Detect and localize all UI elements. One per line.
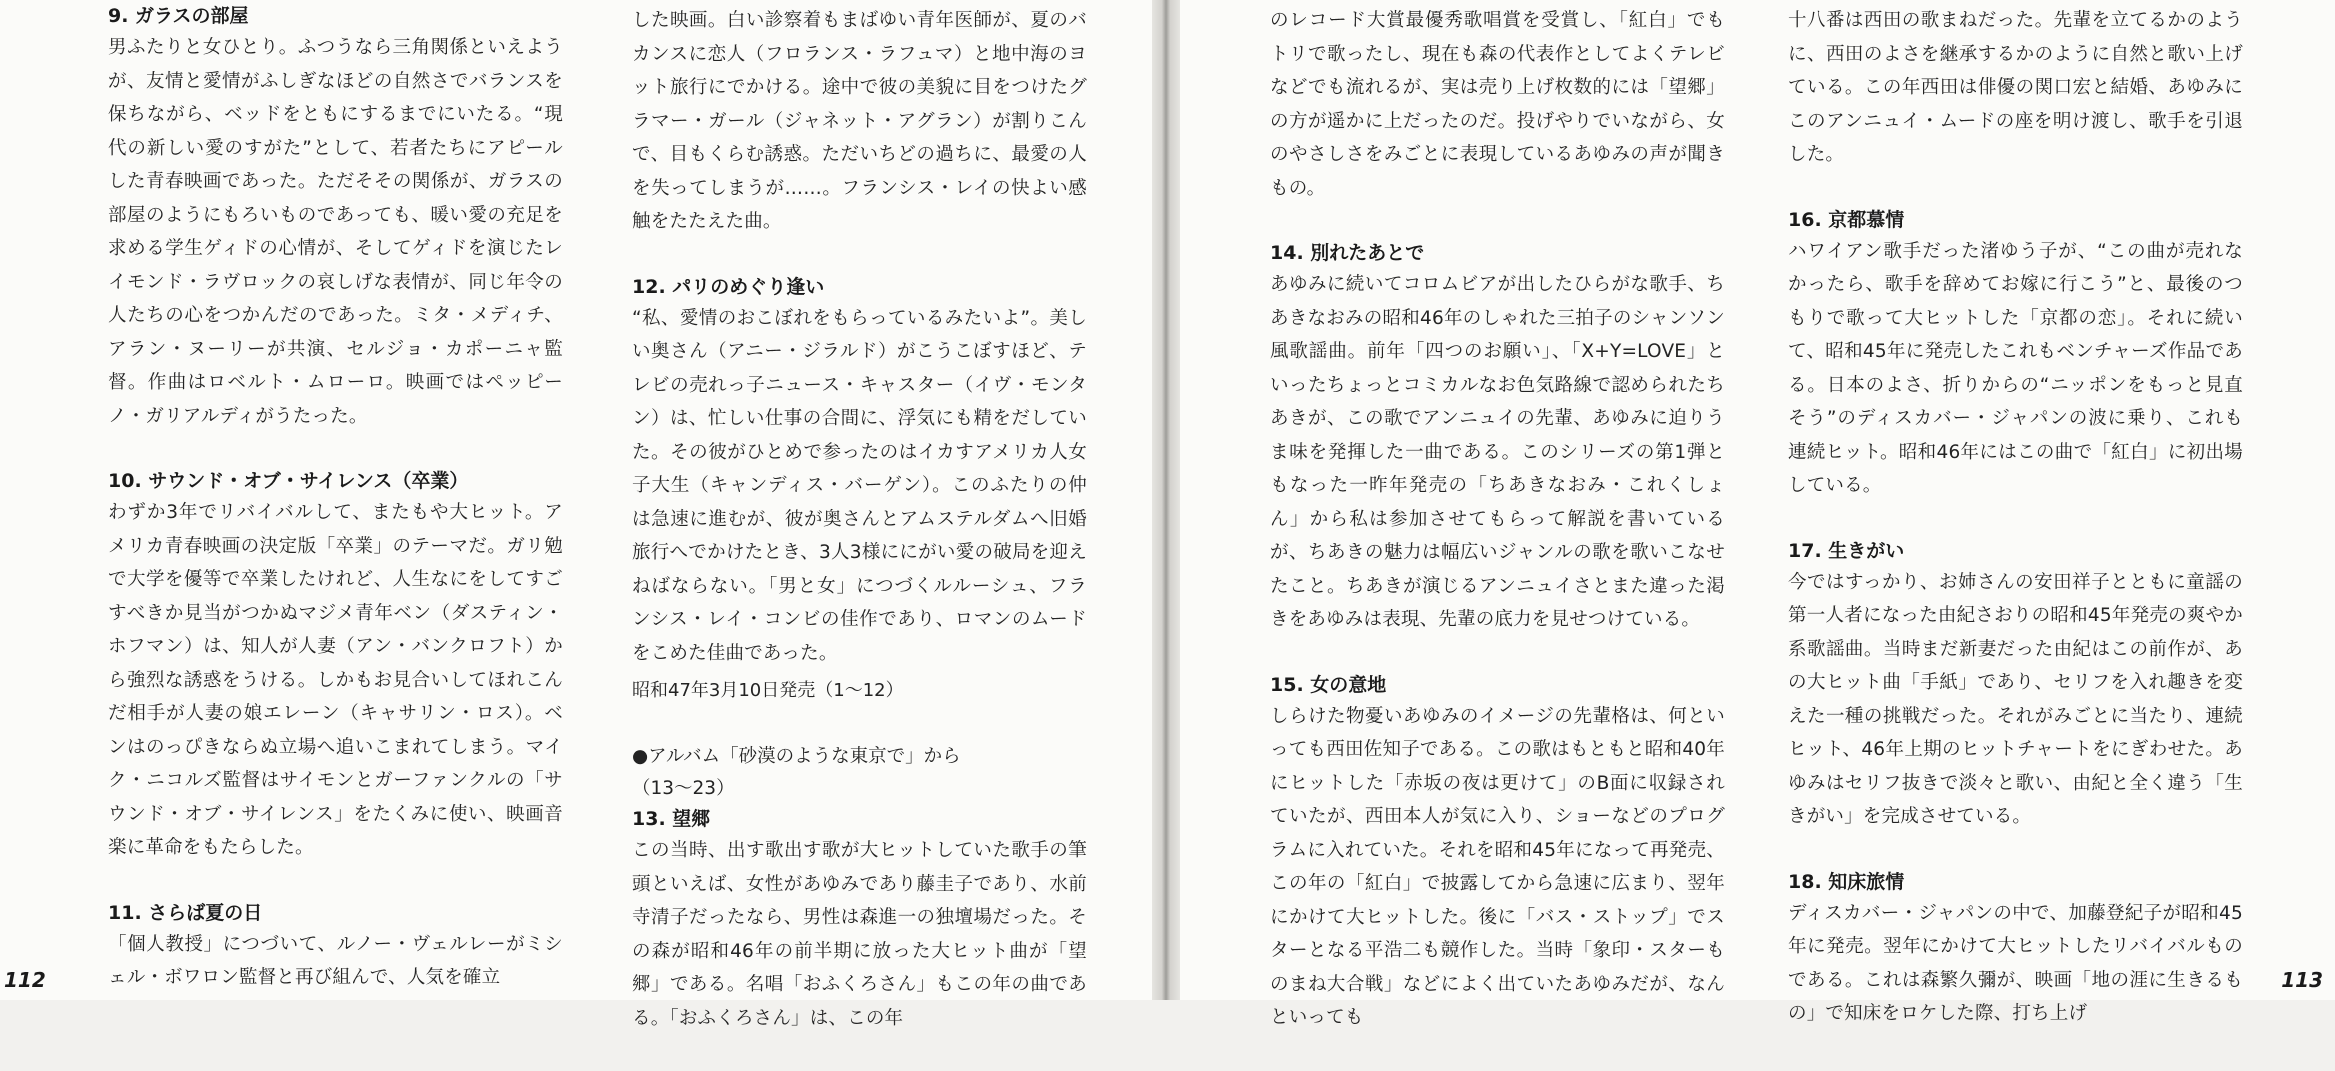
section-15-continued bbox=[1788, 4, 2243, 172]
section-title: 13. 望郷 bbox=[632, 808, 711, 830]
section-11-saraba-natsu-no-hi bbox=[108, 901, 563, 995]
section-10-sound-of-silence bbox=[108, 469, 563, 865]
section-body: 「個人教授」につづいて、ルノー・ヴェルレーがミシェル・ボワロン監督と再び組んで、人気を確立 bbox=[108, 933, 563, 988]
section-body: わずか3年でリバイバルして、またもや大ヒット。アメリカ青春映画の決定版「卒業」のテーマだ。ガリ勉で大学を優等で卒業したけれど、人生なにをしてすごすべきか見当がつかぬマジメ青年ベン（ダスティン・ホフマン）は、知人が人妻（アン・バンクロフト）から強烈な誘惑をうける。しかもお見合いしてほれこんだ相手が人妻の娘エレーン（キャサリン・ロス）。ベンはのっぴきならぬ立場へ追いこまれてしまう。マイク・ニコルズ監督はサイモンとガーファンクルの「サウンド・オブ・サイレンス」をたくみに使い、映画音楽に革命をもたらした。 bbox=[108, 502, 563, 858]
release-date-note: 昭和47年3月10日発売（1〜12） bbox=[632, 680, 904, 701]
section-body: 今ではすっかり、お姉さんの安田祥子とともに童謡の第一人者になった由紀さおりの昭和45年発売の爽やか系歌謡曲。当時まだ新妻だった由紀はこの前作が、あの大ヒット曲「手紙」であり、セリフを入れ趣きを変えた一種の挑戦だった。それがみごとに当たり、連続ヒット、46年上期のヒットチャートをにぎわせた。あゆみはセリフ抜きで淡々と歌い、由紀と全く違う「生きがい」を完成させている。 bbox=[1788, 571, 2243, 827]
section-body: ディスカバー・ジャパンの中で、加藤登紀子が昭和45年に発売。翌年にかけて大ヒットしたリバイバルものである。これは森繁久彌が、映画「地の涯に生きるもの」で知床をロケした際、打ち上げ bbox=[1788, 902, 2243, 1024]
right-page bbox=[1180, 0, 2335, 1028]
section-body: のレコード大賞最優秀歌唱賞を受賞し、「紅白」でもトリで歌ったし、現在も森の代表作としてよくテレビなどでも流れるが、実は売り上げ枚数的には「望郷」の方が遥かに上だったのだ。投げやりでいながら、女のやさしさをみごとに表現しているあゆみの声が聞きもの。 bbox=[1270, 10, 1725, 199]
section-13-continued bbox=[1270, 4, 1725, 205]
section-body: しらけた物憂いあゆみのイメージの先輩格は、何といっても西田佐知子である。この歌はもともと昭和40年にヒットした「赤坂の夜は更けて」のB面に収録されていたが、西田本人が気に入り、ショーなどのプログラムに入れていた。それを昭和45年になって再発売、この年の「紅白」で披露してから急速に広まり、翌年にかけて大ヒットした。後に「バス・ストップ」でスターとなる平浩二も競作した。当時「象印・スターものまね大合戦」などによく出ていたあゆみだが、なんといっても bbox=[1270, 705, 1725, 1028]
section-body: “私、愛情のおこぼれをもらっているみたいよ”。美しい奥さん（アニー・ジラルド）がこうこぼすほど、テレビの売れっ子ニュース・キャスター（イヴ・モンタン）は、忙しい仕事の合間に、浮気にも精をだしていた。その彼がひとめで参ったのはイカすアメリカ人女子大生（キャンディス・バーゲン）。このふたりの仲は急速に進むが、彼が奥さんとアムステルダムへ旧婚旅行へでかけたとき、3人3様ににがい愛の破局を迎えねばならない。「男と女」につづくルルーシュ、フランシス・レイ・コンビの佳作であり、ロマンのムードをこめた佳曲であった。 bbox=[632, 307, 1087, 664]
section-11-continued bbox=[632, 4, 1087, 239]
section-body: した映画。白い診察着もまばゆい青年医師が、夏のバカンスに恋人（フロランス・ラフュマ）と地中海のヨット旅行にでかける。途中で彼の美貌に目をつけたグラマー・ガール（ジャネット・アグラン）が割りこんで、目もくらむ誘惑。ただいちどの過ちに、最愛の人を失ってしまうが……。フランシス・レイの快よい感触をたたえた曲。 bbox=[632, 10, 1087, 232]
right-page-column-2 bbox=[1788, 4, 2243, 1067]
section-title: 15. 女の意地 bbox=[1270, 673, 1387, 696]
left-page bbox=[0, 0, 1152, 1029]
section-9-garasu-no-heya bbox=[108, 4, 563, 433]
album-heading: ●アルバム「砂漠のような東京で」から bbox=[632, 746, 961, 767]
section-body: この当時、出す歌出す歌が大ヒットしていた歌手の筆頭といえば、女性があゆみであり藤圭子であり、水前寺清子だったなら、男性は森進一の独壇場だった。その森が昭和46年の前半期に放った大ヒット曲が「望郷」である。名唱「おふくろさん」もこの年の曲である。「おふくろさん」は、この年 bbox=[632, 840, 1087, 1029]
section-title: 18. 知床旅情 bbox=[1788, 870, 1905, 893]
left-page-column-2 bbox=[632, 4, 1087, 1071]
right-page-column-1 bbox=[1270, 4, 1725, 1071]
section-17-ikigai bbox=[1788, 539, 2243, 834]
section-18-shiretoko-ryojou bbox=[1788, 870, 2243, 1031]
section-body: ハワイアン歌手だった渚ゆう子が、“この曲が売れなかったら、歌手を辞めてお嫁に行こう”と、最後のつもりで歌って大ヒットした「京都の恋」。それに続いて、昭和45年に発売したこれもベンチャーズ作品である。日本のよさ、折りからの“ニッポンをもっと見直そう”のディスカバー・ジャパンの波に乗り、これも連続ヒット。昭和46年にはこの曲で「紅白」に初出場している。 bbox=[1788, 240, 2243, 496]
section-title: 14. 別れたあとで bbox=[1270, 242, 1425, 264]
section-13-boukyou bbox=[632, 807, 1087, 1035]
album-track-range: （13〜23） bbox=[632, 778, 735, 799]
section-15-onna-no-iji bbox=[1270, 673, 1725, 1035]
section-title: 10. サウンド・オブ・サイレンス（卒業） bbox=[108, 470, 469, 492]
section-title: 9. ガラスの部屋 bbox=[108, 5, 249, 27]
section-body: 十八番は西田の歌まねだった。先輩を立てるかのように、西田のよさを継承するかのように自然と歌い上げている。この年西田は俳優の関口宏と結婚、あゆみにこのアンニュイ・ムードの座を明け渡し、歌手を引退した。 bbox=[1788, 10, 2243, 165]
section-title: 12. パリのめぐり逢い bbox=[632, 275, 825, 298]
section-title: 11. さらば夏の日 bbox=[108, 901, 263, 924]
page-number-right: 113 bbox=[2281, 968, 2323, 992]
section-title: 16. 京都慕情 bbox=[1788, 208, 1905, 231]
section-body: 男ふたりと女ひとり。ふつうなら三角関係といえようが、友情と愛情がふしぎなほどの自然さでバランスを保ちながら、ベッドをともにするまでにいたる。“現代の新しい愛のすがた”として、若者たちにアピールした青春映画であった。ただそその関係が、ガラスの部屋のようにもろいものであっても、暖い愛の充足を求める学生ゲィドの心情が、そしてゲィドを演じたレイモンド・ラヴロックの哀しげな表情が、同じ年令の人たちの心をつかんだのであった。ミタ・メディチ、アラン・ヌーリーが共演、セルジョ・カポーニャ監督。作曲はロベルト・ムローロ。映画ではペッピーノ・ガリアルディがうたった。 bbox=[108, 37, 564, 427]
section-body: あゆみに続いてコロムビアが出したひらがな歌手、ちあきなおみの昭和46年のしゃれた三拍子のシャンソン風歌謡曲。前年「四つのお願い」、「X+Y=LOVE」といったちょっとコミカルなお色気路線で認められたちあきが、この歌でアンニュイの先輩、あゆみに迫りうま味を発揮した一曲である。このシリーズの第1弾ともなった一昨年発売の「ちあきなおみ・これくしょん」から私は参加させてもらって解説を書いているが、ちあきの魅力は幅広いジャンルの歌を歌いこなせたこと。ちあきが演じるアンニュイさとまた違った渇きをあゆみは表現、先輩の底力を見せつけている。 bbox=[1270, 274, 1725, 630]
left-page-column-1 bbox=[108, 4, 563, 1031]
page-number-left: 112 bbox=[4, 968, 46, 992]
section-title: 17. 生きがい bbox=[1788, 539, 1905, 562]
section-14-wakareta-atode bbox=[1270, 241, 1725, 637]
section-12-pari-no-meguriai bbox=[632, 275, 1087, 671]
section-16-kyoto-bojou bbox=[1788, 208, 2243, 503]
book-gutter bbox=[1152, 0, 1180, 1000]
